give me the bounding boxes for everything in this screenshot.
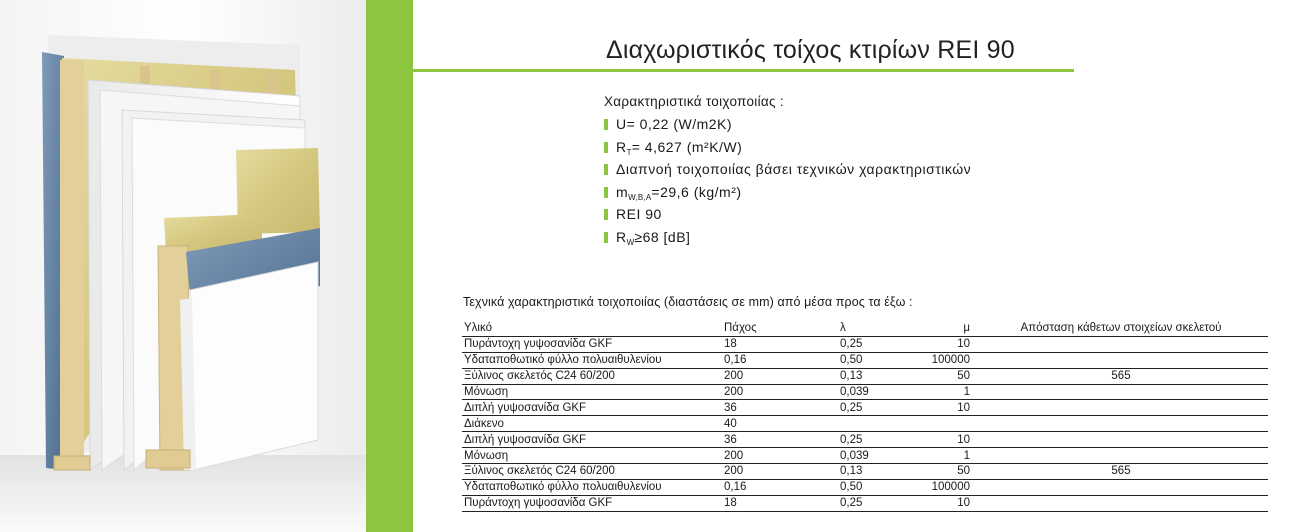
header-material: Υλικό (462, 321, 722, 336)
material-cell: Ξύλινος σκελετός C24 60/200 (462, 368, 722, 384)
lambda-cell (838, 416, 912, 432)
bullet-icon (604, 209, 608, 220)
lambda-cell: 0,25 (838, 495, 912, 511)
stud-spacing-cell: 565 (974, 368, 1268, 384)
material-cell: Πυράντοχη γυψοσανίδα GKF (462, 336, 722, 352)
header-lambda: λ (838, 321, 912, 336)
thickness-cell: 40 (722, 416, 838, 432)
thickness-cell: 200 (722, 464, 838, 480)
lambda-cell: 0,50 (838, 352, 912, 368)
material-cell: Ξύλινος σκελετός C24 60/200 (462, 464, 722, 480)
material-cell: Διπλή γυψοσανίδα GKF (462, 400, 722, 416)
characteristic-text: REI 90 (616, 206, 662, 223)
wall-section-illustration (0, 0, 366, 532)
stud-spacing-cell (974, 384, 1268, 400)
stud-spacing-cell: 565 (974, 464, 1268, 480)
characteristic-subscript: T (626, 147, 632, 157)
mu-cell: 10 (912, 495, 974, 511)
material-cell: Υδαταποθωτικό φύλλο πολυαιθυλενίου (462, 479, 722, 495)
lambda-cell: 0,25 (838, 432, 912, 448)
lambda-cell: 0,25 (838, 336, 912, 352)
table-row (462, 384, 1268, 400)
stud-spacing-cell (974, 416, 1268, 432)
thickness-cell: 18 (722, 495, 838, 511)
mu-cell: 1 (912, 448, 974, 464)
table-header-row (462, 321, 1268, 336)
lambda-cell: 0,13 (838, 368, 912, 384)
characteristic-text: R (616, 228, 627, 245)
lambda-cell: 0,039 (838, 448, 912, 464)
characteristic-value: =29,6 (kg/m²) (651, 183, 742, 200)
thickness-cell: 0,16 (722, 479, 838, 495)
lambda-cell: 0,50 (838, 479, 912, 495)
header-mu: μ (912, 321, 974, 336)
material-cell: Μόνωση (462, 384, 722, 400)
characteristic-subscript: W,B,A (628, 192, 652, 202)
characteristic-text: Διαπνοή τοιχοποιίας βάσει τεχνικών χαρακτηριστικών (616, 161, 972, 178)
thickness-cell: 18 (722, 336, 838, 352)
table-row (462, 448, 1268, 464)
stud-spacing-cell (974, 352, 1268, 368)
stud-spacing-cell (974, 448, 1268, 464)
mu-cell: 10 (912, 432, 974, 448)
material-cell: Διάκενο (462, 416, 722, 432)
thickness-cell: 200 (722, 448, 838, 464)
table-row (462, 400, 1268, 416)
table-row (462, 416, 1268, 432)
characteristics-list (604, 113, 971, 249)
title-underline (413, 69, 1074, 72)
table-row (462, 432, 1268, 448)
characteristic-text: m (616, 183, 629, 200)
material-cell: Υδαταποθωτικό φύλλο πολυαιθυλενίου (462, 352, 722, 368)
table-row (462, 479, 1268, 495)
lambda-cell: 0,039 (838, 384, 912, 400)
mu-cell: 100000 (912, 352, 974, 368)
mu-cell: 100000 (912, 479, 974, 495)
mu-cell: 10 (912, 400, 974, 416)
thickness-cell: 200 (722, 384, 838, 400)
material-cell: Πυράντοχη γυψοσανίδα GKF (462, 495, 722, 511)
table-row (462, 352, 1268, 368)
mu-cell: 10 (912, 336, 974, 352)
bullet-icon (604, 142, 608, 153)
material-cell: Διπλή γυψοσανίδα GKF (462, 432, 722, 448)
table-row (462, 336, 1268, 352)
mu-cell: 50 (912, 368, 974, 384)
technical-table (462, 321, 1268, 512)
characteristic-item (604, 226, 971, 249)
accent-band (366, 0, 413, 532)
stud-spacing-cell (974, 432, 1268, 448)
characteristics-heading: Χαρακτηριστικά τοιχοποιίας : (604, 94, 784, 109)
stud-spacing-cell (974, 479, 1268, 495)
characteristic-item (604, 181, 971, 204)
characteristic-item (604, 203, 971, 226)
thickness-cell: 0,16 (722, 352, 838, 368)
bullet-icon (604, 187, 608, 198)
stud-spacing-cell (974, 336, 1268, 352)
mu-cell: 50 (912, 464, 974, 480)
bullet-icon (604, 232, 608, 243)
table-row (462, 464, 1268, 480)
characteristic-value: ≥68 [dB] (634, 228, 691, 245)
lambda-cell: 0,13 (838, 464, 912, 480)
lambda-cell: 0,25 (838, 400, 912, 416)
characteristic-text: R (616, 138, 627, 155)
characteristic-subscript: W (626, 237, 635, 247)
characteristic-text: U= 0,22 (W/m2K) (616, 116, 733, 132)
table-row (462, 368, 1268, 384)
bullet-icon (604, 119, 608, 130)
characteristic-item (604, 136, 971, 159)
bullet-icon (604, 164, 608, 175)
thickness-cell: 36 (722, 432, 838, 448)
table-row (462, 495, 1268, 511)
header-thickness: Πάχος (722, 321, 838, 336)
material-cell: Μόνωση (462, 448, 722, 464)
characteristic-item (604, 113, 971, 136)
characteristic-item (604, 158, 971, 181)
mu-cell: 1 (912, 384, 974, 400)
stud-spacing-cell (974, 495, 1268, 511)
table-caption: Τεχνικά χαρακτηριστικά τοιχοποιίας (διαστάσεις σε mm) από μέσα προς τα έξω : (463, 295, 913, 309)
mu-cell (912, 416, 974, 432)
thickness-cell: 200 (722, 368, 838, 384)
stud-spacing-cell (974, 400, 1268, 416)
header-stud-spacing: Απόσταση κάθετων στοιχείων σκελετού (974, 321, 1268, 336)
thickness-cell: 36 (722, 400, 838, 416)
page-title: Διαχωριστικός τοίχος κτιρίων REI 90 (606, 36, 1015, 64)
characteristic-value: = 4,627 (m²K/W) (631, 138, 743, 155)
